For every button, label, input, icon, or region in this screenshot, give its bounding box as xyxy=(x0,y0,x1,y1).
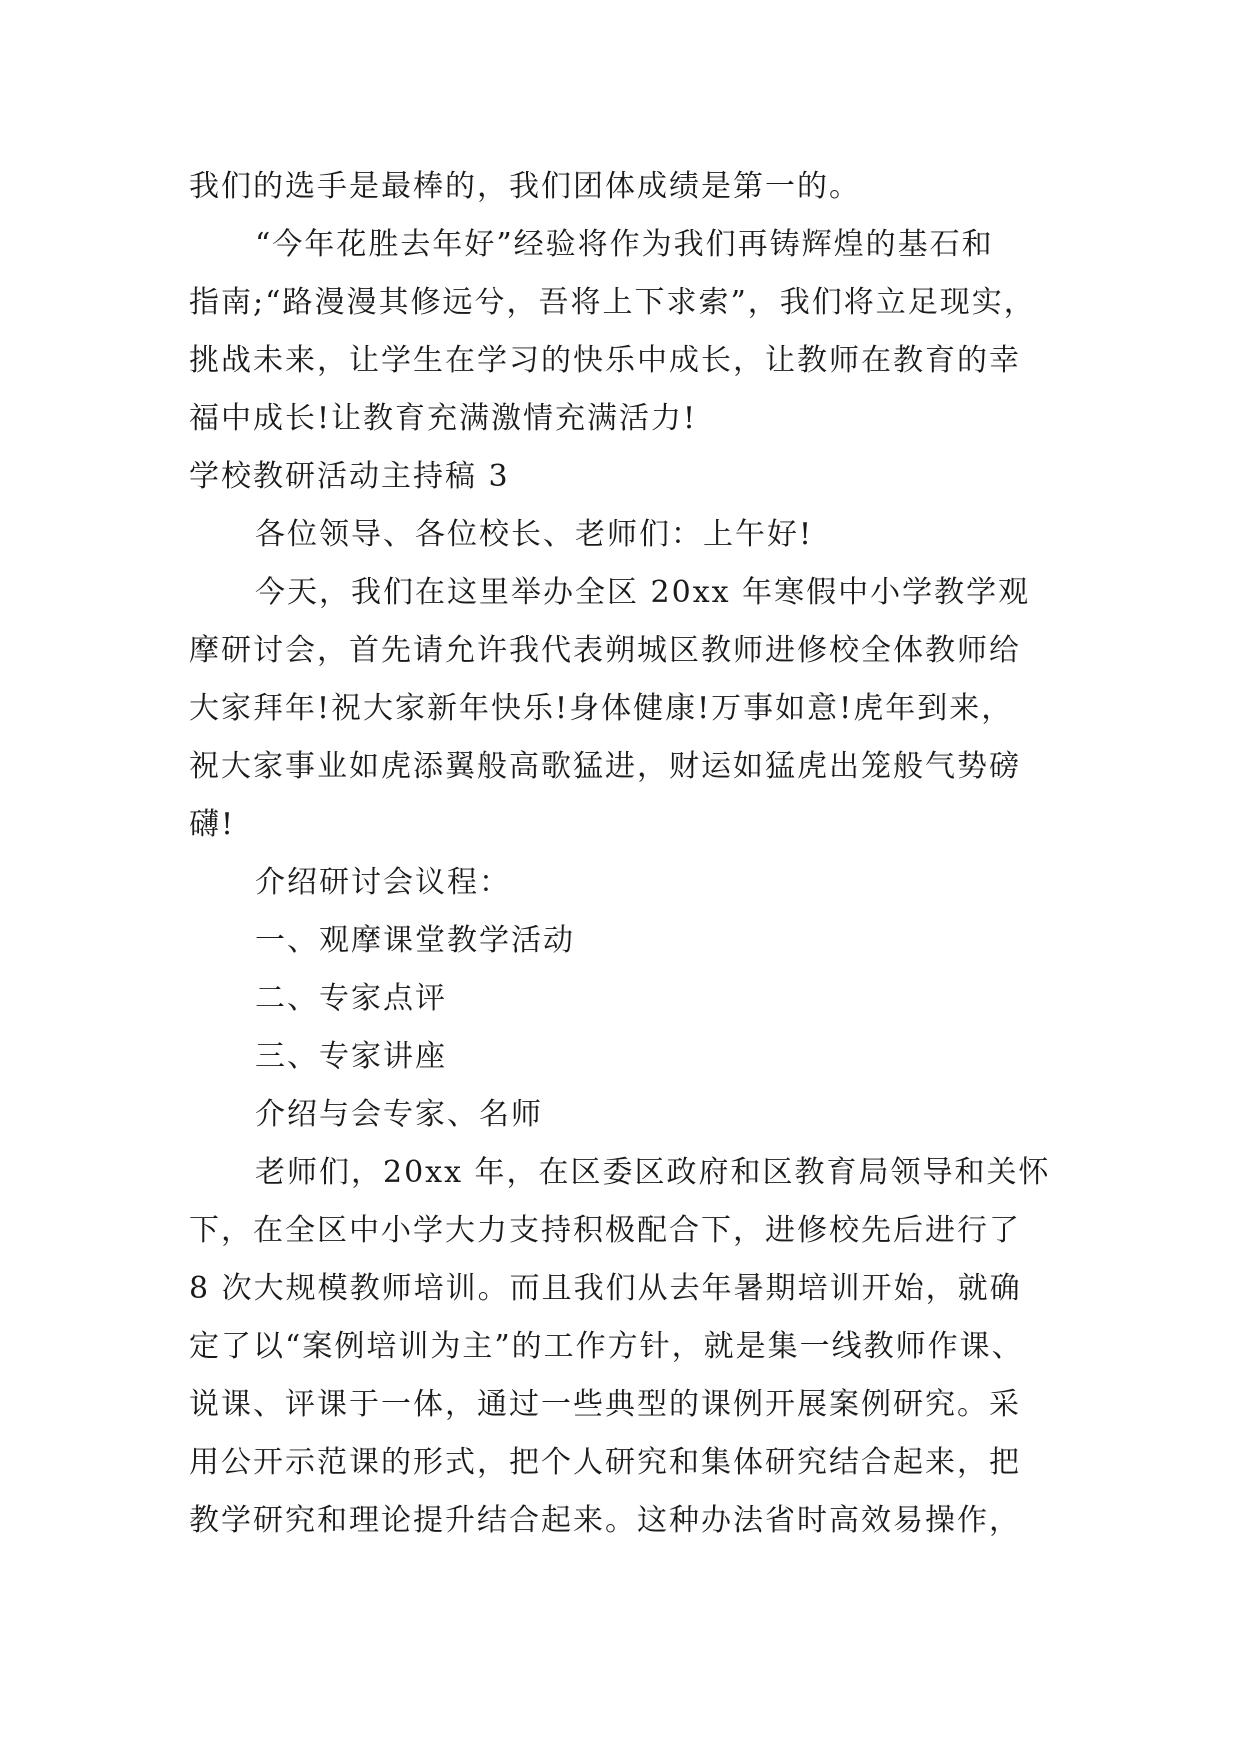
text-line: 挑战未来，让学生在学习的快乐中成长，让教师在教育的幸 xyxy=(189,343,1021,378)
text-line: 介绍与会专家、名师 xyxy=(255,1097,543,1132)
text-line: 说课、评课于一体，通过一些典型的课例开展案例研究。采 xyxy=(189,1387,1021,1422)
agenda-item: 二、专家点评 xyxy=(255,981,447,1016)
text-line: “今年花胜去年好”经验将作为我们再铸辉煌的基石和 xyxy=(255,227,994,262)
text-line: 摩研讨会，首先请允许我代表朔城区教师进修校全体教师给 xyxy=(189,633,1021,668)
text-line: 我们的选手是最棒的，我们团体成绩是第一的。 xyxy=(189,169,861,204)
text-line: 大家拜年!祝大家新年快乐!身体健康!万事如意!虎年到来， xyxy=(189,691,1014,726)
text-line: 8 次大规模教师培训。而且我们从去年暑期培训开始，就确 xyxy=(189,1271,1022,1306)
text-line: 定了以“案例培训为主”的工作方针，就是集一线教师作课、 xyxy=(189,1329,1024,1364)
text-line: 下，在全区中小学大力支持积极配合下，进修校先后进行了 xyxy=(189,1213,1021,1248)
text-line: 各位领导、各位校长、老师们：上午好! xyxy=(255,517,814,552)
text-line: 老师们，20xx 年，在区委区政府和区教育局领导和关怀 xyxy=(255,1155,1051,1190)
text-line: 用公开示范课的形式，把个人研究和集体研究结合起来，把 xyxy=(189,1445,1021,1480)
text-line: 祝大家事业如虎添翼般高歌猛进，财运如猛虎出笼般气势磅 xyxy=(189,749,1021,784)
document-body xyxy=(189,158,1069,1550)
text-line: 福中成长!让教育充满激情充满活力! xyxy=(189,401,698,436)
text-line: 介绍研讨会议程： xyxy=(255,865,511,900)
text-line: 教学研究和理论提升结合起来。这种办法省时高效易操作， xyxy=(189,1503,1021,1538)
agenda-item: 一、观摩课堂教学活动 xyxy=(255,923,575,958)
text-line: 礴! xyxy=(189,807,236,842)
text-line: 今天，我们在这里举办全区 20xx 年寒假中小学教学观 xyxy=(255,575,1031,610)
section-heading: 学校教研活动主持稿 3 xyxy=(189,459,510,494)
agenda-item: 三、专家讲座 xyxy=(255,1039,447,1074)
text-line: 指南;“路漫漫其修远兮，吾将上下求索”，我们将立足现实， xyxy=(189,285,1036,320)
